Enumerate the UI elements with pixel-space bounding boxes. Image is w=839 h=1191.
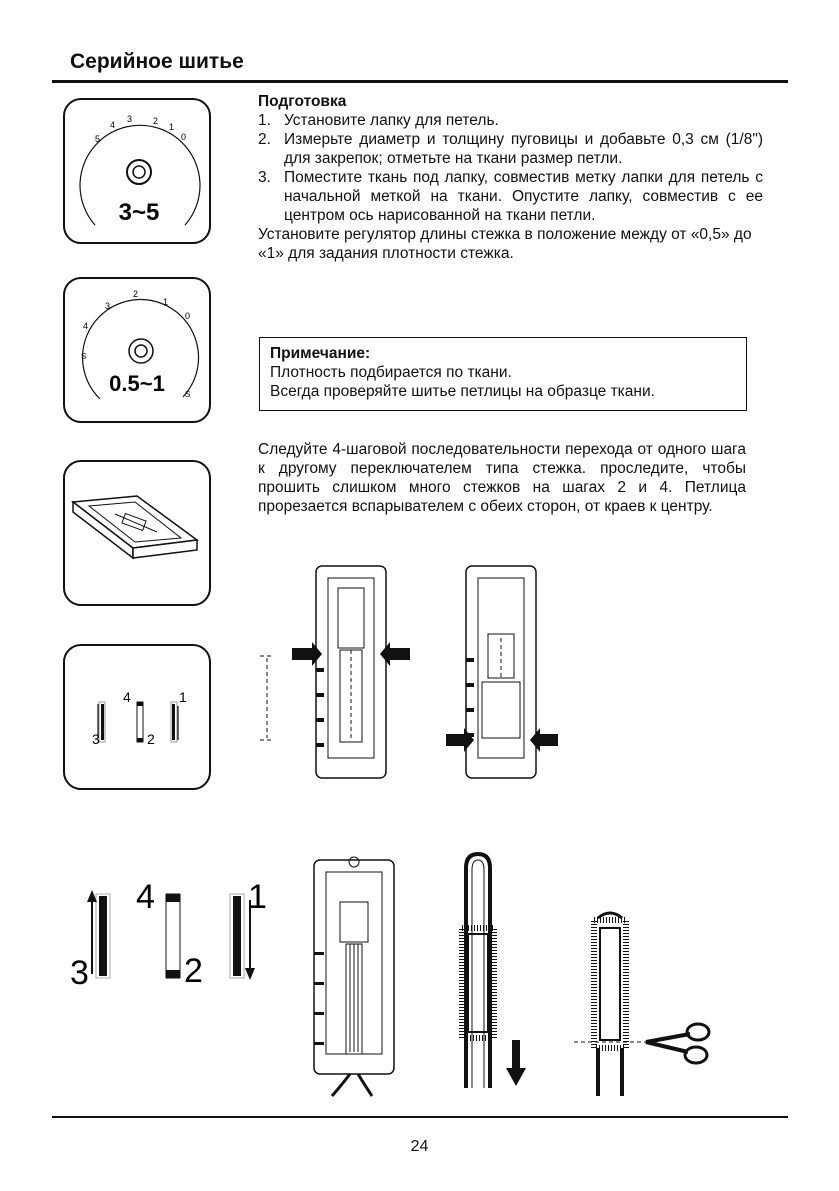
dial1-label: 3~5 — [118, 199, 160, 226]
note-heading: Примечание: — [270, 345, 371, 362]
preparation-steps — [258, 111, 763, 225]
svg-text:0: 0 — [185, 311, 191, 321]
svg-text:1: 1 — [169, 122, 175, 132]
preparation-section — [258, 92, 763, 263]
step-1: 1. Установите лапку для петель. — [258, 112, 499, 129]
svg-text:4: 4 — [110, 120, 116, 130]
four-step-icon-panel — [63, 644, 211, 790]
top-rule — [52, 80, 788, 83]
page-number: 24 — [410, 1138, 429, 1155]
buttonhole-foot-panel — [63, 460, 211, 606]
step-3: 3. Поместите ткань под лапку, совместив метку лапки для петель с начальной меткой на ткани. Опустите лапку, совместив с ее центром ось нарисованной на ткани петли. — [258, 169, 763, 224]
svg-text:3: 3 — [92, 731, 100, 747]
buttonhole-stitched-diagram — [450, 848, 550, 1098]
svg-text:2: 2 — [133, 289, 139, 299]
step-2-label: 2 — [184, 952, 203, 990]
svg-text:0: 0 — [181, 132, 187, 142]
note-line-2: Всегда проверяйте шитье петлицы на образце ткани. — [270, 383, 655, 400]
stitch-length-instruction: Установите регулятор длины стежка в положение между от «0,5» до «1» для задания плотности стежка. — [258, 226, 752, 262]
preparation-heading: Подготовка — [258, 93, 347, 110]
scissors-icon — [646, 1024, 709, 1063]
svg-text:1: 1 — [179, 689, 187, 705]
dial-icon — [65, 279, 213, 425]
svg-text:3: 3 — [105, 301, 111, 311]
svg-text:2: 2 — [153, 116, 159, 126]
buttonhole-steps-icon — [65, 646, 213, 792]
dial2-label: 0.5~1 — [109, 371, 165, 396]
step-2: 2. Измерьте диаметр и толщину пуговицы и добавьте 0,3 см (1/8") для закрепок; отметьте на ткани размер петли. — [258, 131, 763, 167]
svg-text:2: 2 — [147, 731, 155, 747]
dial-icon — [65, 100, 213, 246]
step-4-label: 4 — [136, 878, 155, 916]
sequence-instruction: Следуйте 4-шаговой последовательности перехода от одного шага к другому переключателем типа стежка. проследите, чтобы прошить слишком много стежков на шагах 2 и 4. Петлица прорезается вспарывателем с обеих сторон, от краев к центру. — [258, 441, 746, 515]
svg-text:S: S — [185, 390, 191, 399]
svg-text:4: 4 — [123, 689, 131, 705]
note-line-1: Плотность подбирается по ткани. — [270, 364, 512, 381]
svg-text:4: 4 — [83, 321, 89, 331]
page-title: Серийное шитье — [70, 50, 244, 73]
foot-finished-diagram — [300, 852, 410, 1102]
svg-text:1: 1 — [163, 297, 169, 307]
bottom-rule — [52, 1116, 788, 1118]
svg-text:3: 3 — [127, 114, 133, 124]
stitch-width-dial-panel — [63, 98, 211, 244]
svg-text:S: S — [81, 352, 87, 361]
step-3-label: 3 — [70, 954, 89, 990]
stitch-length-dial-panel — [63, 277, 211, 423]
note-box — [259, 337, 747, 411]
large-step-sequence — [68, 870, 278, 990]
buttonhole-cutting-diagram — [570, 910, 720, 1100]
buttonhole-foot-icon — [65, 462, 213, 608]
svg-text:5: 5 — [95, 134, 101, 144]
step-1-label: 1 — [248, 878, 267, 916]
foot-position-diagram — [250, 558, 560, 788]
